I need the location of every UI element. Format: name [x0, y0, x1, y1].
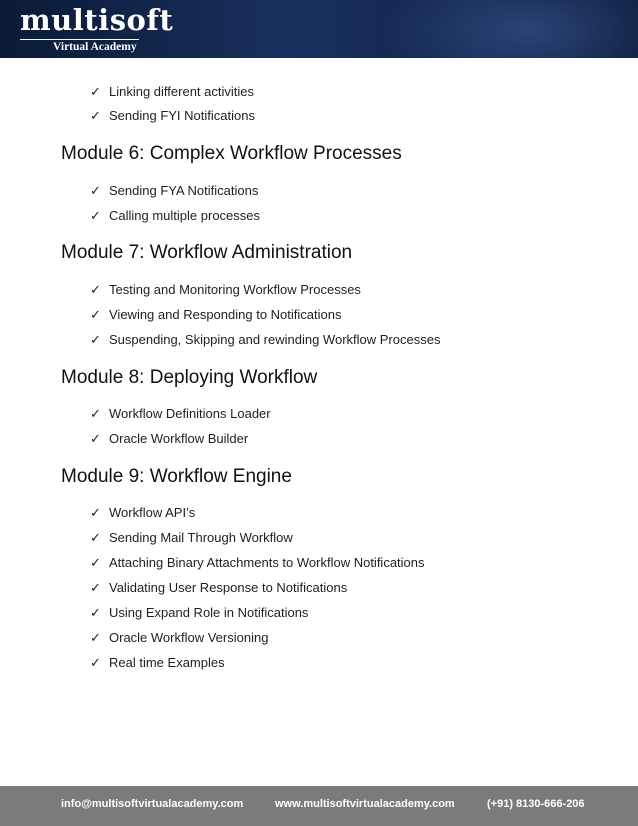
- module-8-heading: Module 8: Deploying Workflow: [61, 367, 318, 388]
- list-item-text: Oracle Workflow Builder: [109, 431, 249, 446]
- list-item-text: Using Expand Role in Notifications: [109, 605, 309, 620]
- check-icon: ✓: [90, 605, 101, 620]
- list-item-text: Sending Mail Through Workflow: [109, 530, 293, 545]
- module-9-heading: Module 9: Workflow Engine: [61, 466, 292, 487]
- list-item: [90, 181, 258, 201]
- module-7-heading: Module 7: Workflow Administration: [61, 242, 353, 263]
- check-icon: ✓: [90, 208, 101, 223]
- footer-email-link[interactable]: info@multisoftvirtualacademy.com: [61, 798, 244, 810]
- footer-website-link[interactable]: www.multisoftvirtualacademy.com: [275, 798, 455, 810]
- list-item: [90, 82, 254, 102]
- list-item-text: Suspending, Skipping and rewinding Workflow Processes: [109, 332, 441, 347]
- list-item: [90, 578, 347, 598]
- module-6-heading: Module 6: Complex Workflow Processes: [61, 143, 402, 164]
- check-icon: ✓: [90, 406, 101, 421]
- list-item: [90, 305, 341, 325]
- list-item-text: Real time Examples: [109, 655, 225, 670]
- list-item-text: Attaching Binary Attachments to Workflow Notifications: [109, 555, 425, 570]
- check-icon: ✓: [90, 530, 101, 545]
- list-item: [90, 628, 268, 648]
- list-item: [90, 206, 260, 226]
- check-icon: ✓: [90, 555, 101, 570]
- header-glow: [380, 0, 638, 58]
- check-icon: ✓: [90, 307, 101, 322]
- check-icon: ✓: [90, 282, 101, 297]
- list-item-text: Linking different activities: [109, 84, 255, 99]
- list-item: [90, 106, 255, 126]
- list-item-text: Viewing and Responding to Notifications: [109, 307, 342, 322]
- list-item: [90, 603, 308, 623]
- list-item: [90, 528, 293, 548]
- header-banner: [0, 0, 638, 58]
- check-icon: ✓: [90, 183, 101, 198]
- footer-phone[interactable]: (+91) 8130-666-206: [487, 798, 585, 810]
- check-icon: ✓: [90, 505, 101, 520]
- list-item: [90, 553, 425, 573]
- list-item: [90, 404, 271, 424]
- list-item: [90, 330, 440, 350]
- footer-bar: [0, 786, 638, 826]
- list-item: [90, 280, 361, 300]
- list-item: [90, 429, 248, 449]
- list-item-text: Calling multiple processes: [109, 208, 261, 223]
- list-item-text: Workflow API’s: [109, 505, 196, 520]
- check-icon: ✓: [90, 84, 101, 99]
- check-icon: ✓: [90, 580, 101, 595]
- brand-name: multisoft: [20, 3, 174, 37]
- check-icon: ✓: [90, 630, 101, 645]
- list-item-text: Workflow Definitions Loader: [109, 406, 271, 421]
- list-item-text: Testing and Monitoring Workflow Processes: [109, 282, 361, 297]
- list-item-text: Sending FYI Notifications: [109, 108, 255, 123]
- check-icon: ✓: [90, 332, 101, 347]
- check-icon: ✓: [90, 108, 101, 123]
- list-item: [90, 653, 225, 673]
- check-icon: ✓: [90, 655, 101, 670]
- list-item-text: Oracle Workflow Versioning: [109, 630, 269, 645]
- list-item-text: Sending FYA Notifications: [109, 183, 259, 198]
- brand-tagline: Virtual Academy: [20, 39, 139, 54]
- check-icon: ✓: [90, 431, 101, 446]
- list-item-text: Validating User Response to Notifications: [109, 580, 348, 595]
- brand-logo[interactable]: [20, 4, 173, 55]
- list-item: [90, 503, 195, 523]
